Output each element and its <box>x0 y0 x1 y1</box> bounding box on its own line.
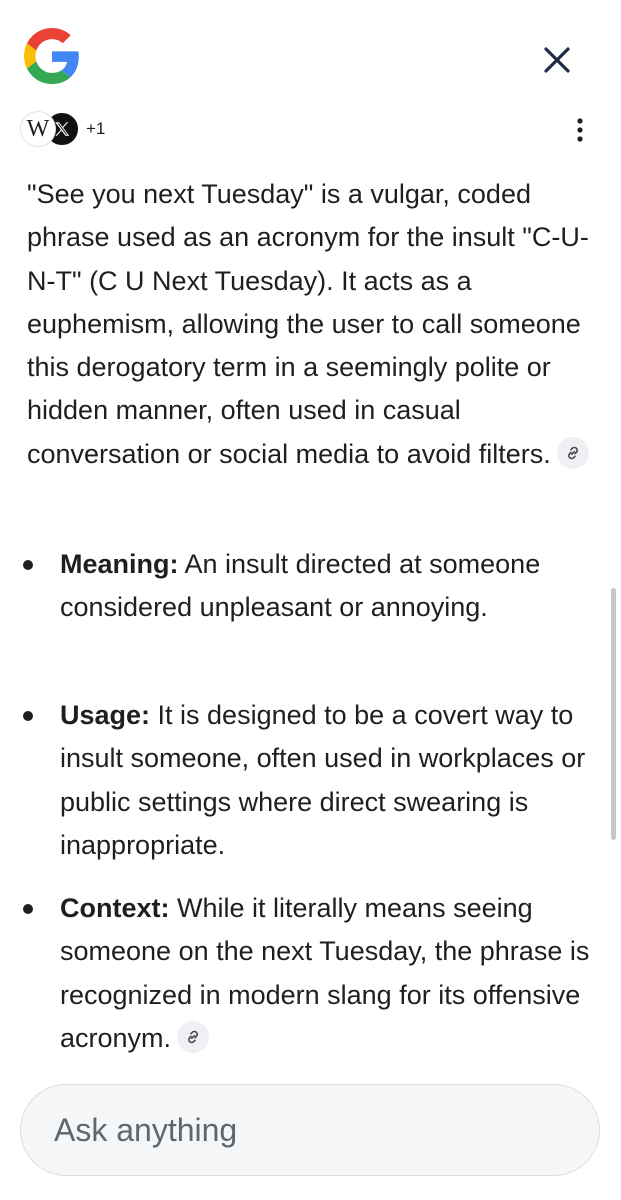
more-options-button[interactable] <box>566 114 594 146</box>
ask-input[interactable] <box>20 1084 600 1176</box>
close-button[interactable] <box>537 40 577 80</box>
bullet-dot <box>23 711 33 721</box>
wikipedia-icon <box>20 111 56 147</box>
answer-paragraph <box>27 173 599 476</box>
bullet-label: Usage: <box>60 700 151 730</box>
sources-row[interactable] <box>20 109 105 149</box>
bullet-text: An insult directed at someone considered unpleasant or annoying. <box>60 549 541 623</box>
scrollbar[interactable] <box>611 588 616 840</box>
sources-count: +1 <box>86 119 106 138</box>
bullet-label: Context: <box>60 893 170 923</box>
bullet-dot <box>23 904 33 914</box>
more-vert-icon <box>576 117 584 143</box>
list-item <box>60 543 605 630</box>
list-item <box>60 694 605 867</box>
list-item <box>60 887 605 1060</box>
ask-placeholder: Ask anything <box>54 1111 238 1148</box>
link-icon <box>185 1029 201 1045</box>
citation-link-button[interactable] <box>177 1021 209 1053</box>
wikipedia-glyph: W <box>26 115 50 142</box>
bullet-dot <box>23 560 33 570</box>
link-icon <box>565 445 581 461</box>
google-g-icon <box>24 28 80 84</box>
bullet-label: Meaning: <box>60 549 179 579</box>
citation-link-button[interactable] <box>557 437 589 469</box>
answer-text: "See you next Tuesday" is a vulgar, coded phrase used as an acronym for the insult "C-U-N-T" (C U Next Tuesday). It acts as a euphemism, allowing the user to call someone this derogatory term in a seemingly polite or hidden manner, often used in casual conversation or social media to avoid filters. <box>27 179 589 469</box>
bullet-text: While it literally means seeing someone on the next Tuesday, the phrase is recognized in modern slang for its offensive acronym. <box>60 893 590 1053</box>
close-icon <box>542 45 572 75</box>
bullet-text: It is designed to be a covert way to insult someone, often used in workplaces or public settings where direct swearing is inappropriate. <box>60 700 586 860</box>
